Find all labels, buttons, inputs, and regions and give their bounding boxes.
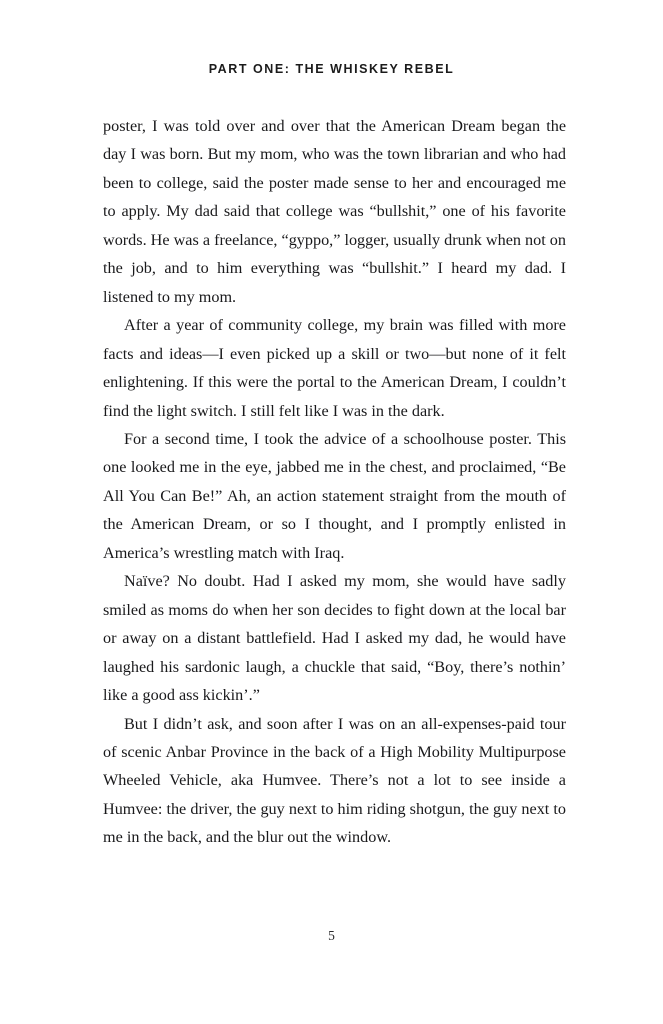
page-number: 5 [328, 928, 335, 943]
paragraph: Naïve? No doubt. Had I asked my mom, she would have sadly smiled as moms do when her son decides to fight down at the local bar or away on a distant battlefield. Had I asked my dad, he would have laughed his sardonic laugh, a chuckle that said, “Boy, there’s nothin’ like a good ass kickin’.” [103, 572, 566, 705]
paragraph: For a second time, I took the advice of a schoolhouse poster. This one looked me in the eye, jabbed me in the chest, and proclaimed, “Be All You Can Be!” Ah, an action statement straight from the mouth of the American Dream, or so I thought, and I promptly enlisted in America’s wrestling match with Iraq. [103, 429, 566, 562]
running-head: PART ONE: THE WHISKEY REBEL [208, 62, 455, 76]
paragraph: poster, I was told over and over that the American Dream began the day I was born. But my mom, who was the town librarian and who had been to college, said the poster made sense to her and encouraged me to apply. My dad said that college was “bullshit,” one of his favorite words. He was a freelance, “gyppo,” logger, usually drunk when not on the job, and to him everything was “bullshit.” I heard my dad. I listened to my mom. [103, 117, 566, 306]
paragraph: But I didn’t ask, and soon after I was on an all-expenses-paid tour of scenic Anbar Province in the back of a High Mobility Multipurpose Wheeled Vehicle, aka Humvee. There’s not a lot to see inside a Humvee: the driver, the guy next to him riding shotgun, the guy next to me in the back, and the blur out the window. [103, 714, 566, 847]
body-text-column [103, 112, 566, 852]
paragraph: After a year of community college, my brain was filled with more facts and ideas—I even picked up a skill or two—but none of it felt enlightening. If this were the portal to the American Dream, I couldn’t find the light switch. I still felt like I was in the dark. [103, 316, 566, 420]
